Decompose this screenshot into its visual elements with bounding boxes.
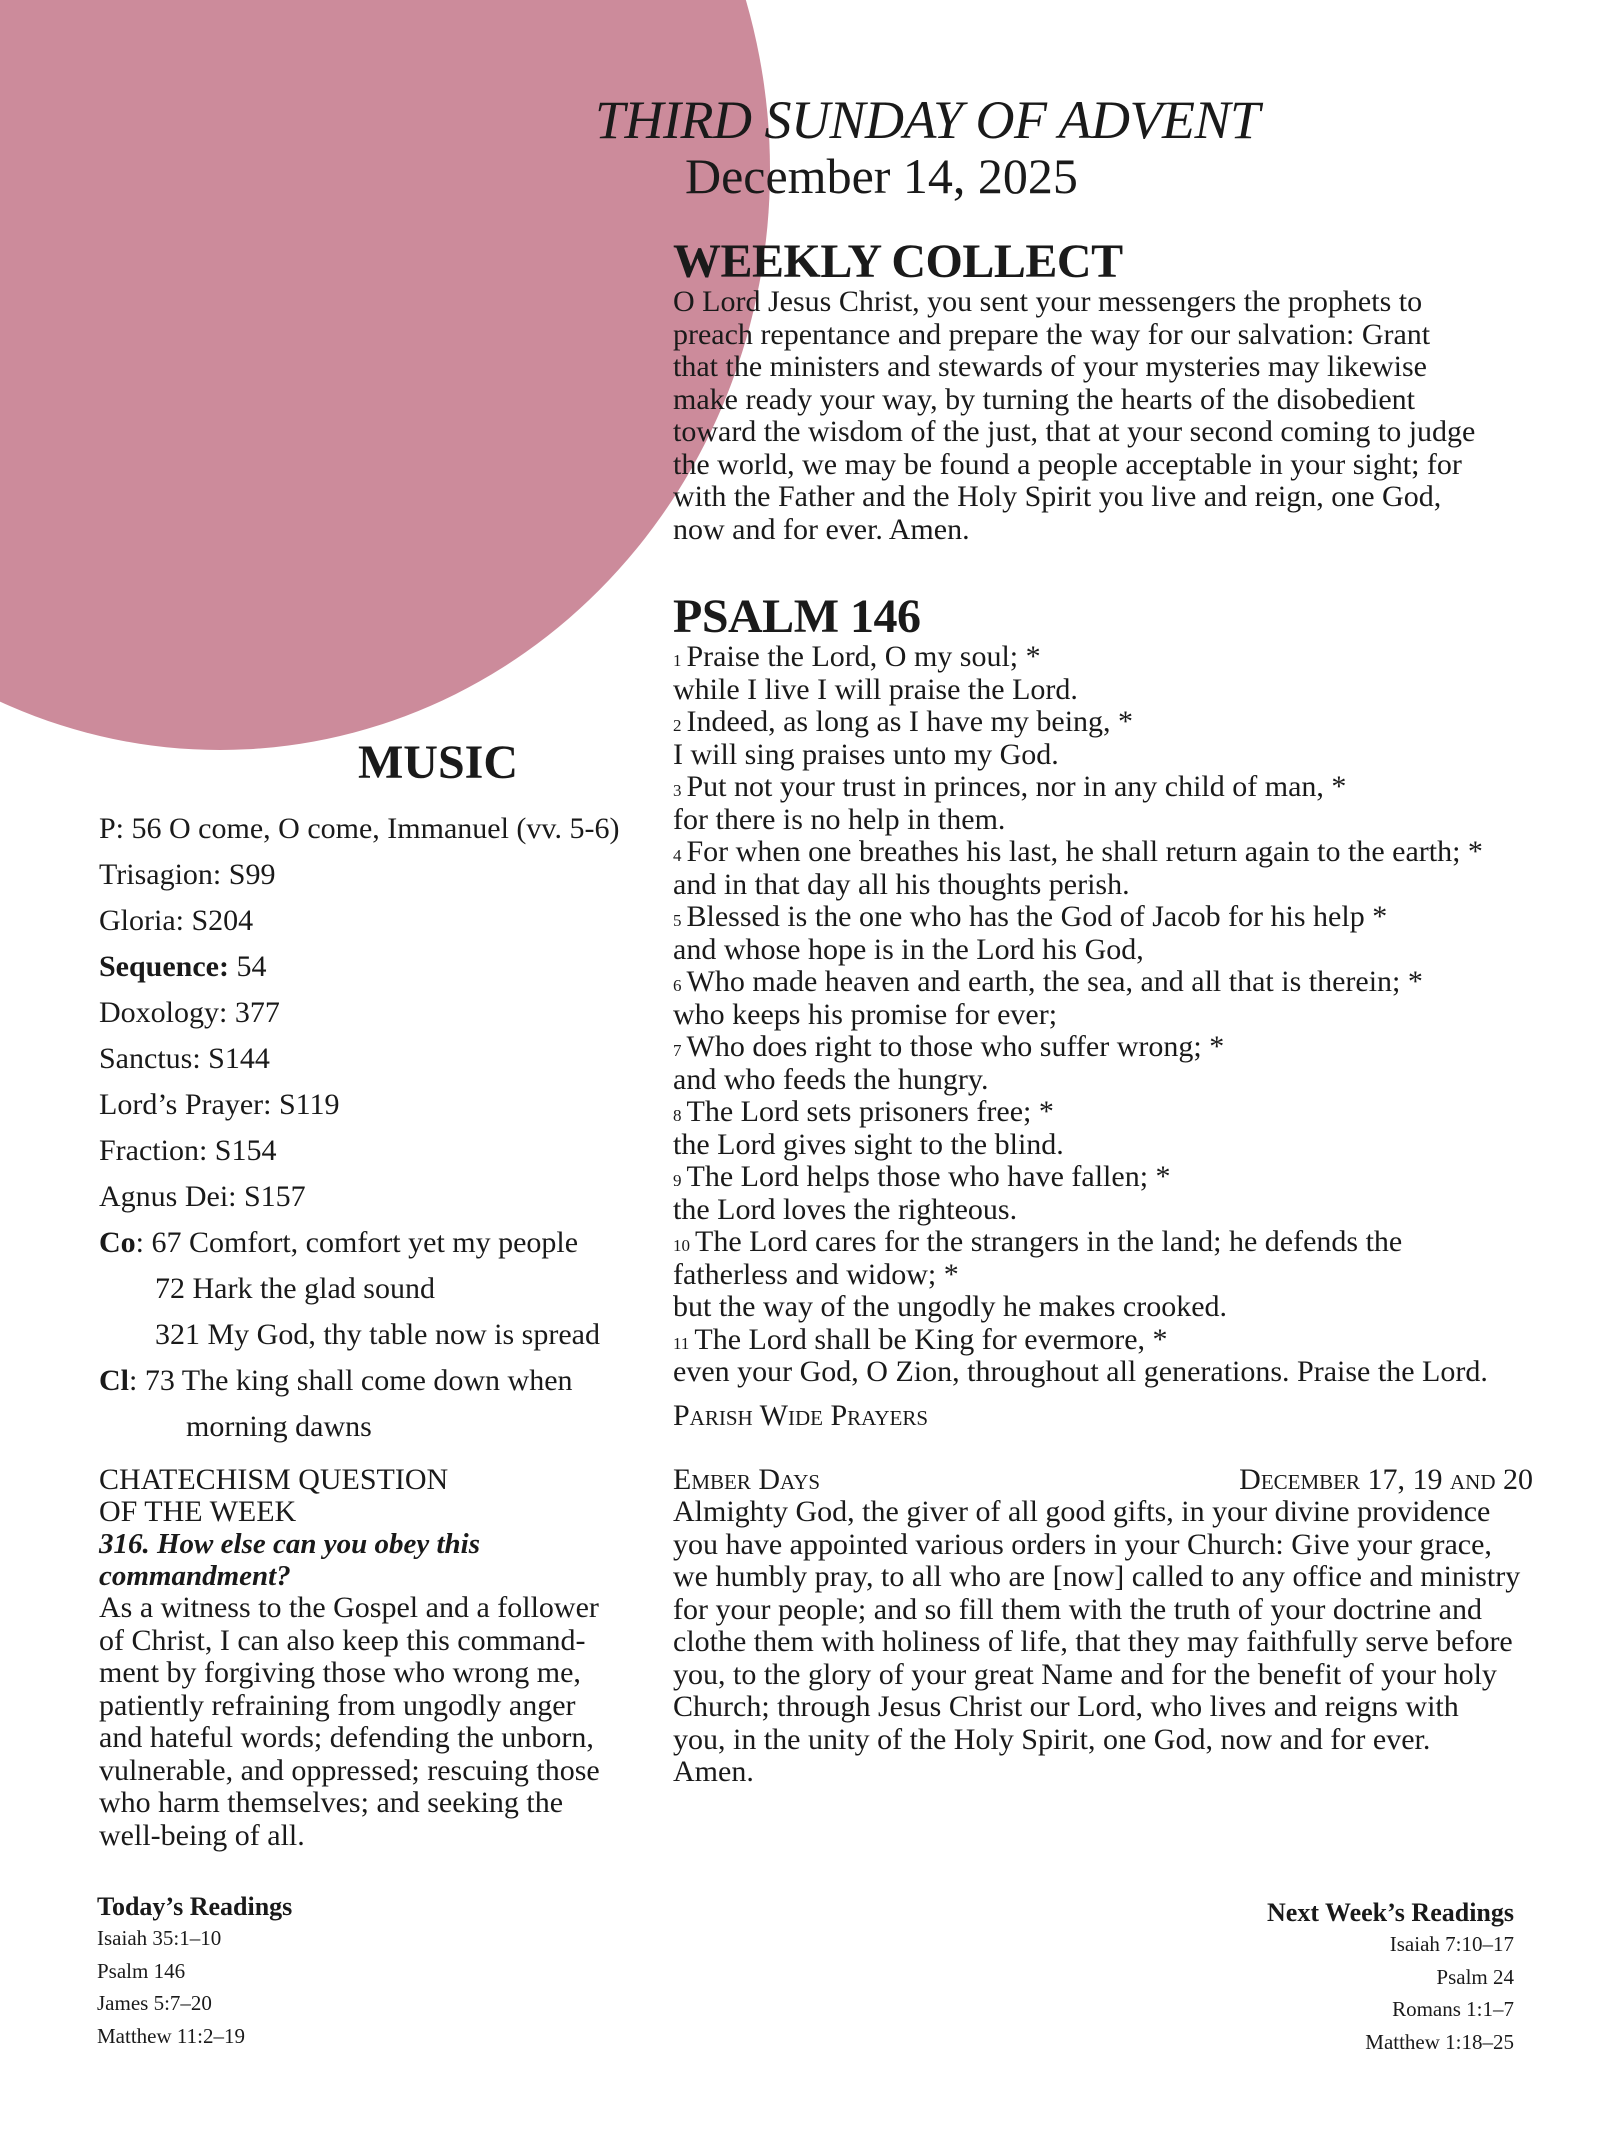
answer-line: of Christ, I can also keep this command-: [99, 1623, 586, 1657]
answer-line: As a witness to the Gospel and a follower: [99, 1591, 599, 1624]
prayer-line: Almighty God, the giver of all good gifts, in your divine providence: [673, 1495, 1491, 1528]
music-item: 72 Hark the glad sound: [155, 1272, 435, 1305]
music-list: [99, 806, 659, 1450]
music-item-label: Cl: [99, 1364, 129, 1397]
answer-line: ment by forgiving those who wrong me,: [99, 1656, 581, 1689]
todays-readings-heading: Today’s Readings: [97, 1892, 293, 1921]
music-item: Fraction: S154: [99, 1134, 277, 1167]
catechism-title: CHATECHISM QUESTION OF THE WEEK: [99, 1463, 449, 1528]
music-item: morning dawns: [186, 1410, 372, 1443]
psalm-line: $^{10}$ The Lord cares for the strangers in the land; he defends the: [673, 1225, 1403, 1258]
collect-text: [673, 286, 1563, 546]
music-item: 321 My God, thy table now is spread: [155, 1318, 600, 1351]
verse-number: 9: [673, 1171, 682, 1190]
prayer-line: you have appointed various orders in your Church: Give your grace,: [673, 1527, 1492, 1561]
psalm-line: $^7$ Who does right to those who suffer wrong; *: [673, 1030, 1225, 1063]
collect-line: O Lord Jesus Christ, you sent your messengers the prophets to: [673, 285, 1423, 318]
ember-days-dates: December 17, 19 and 20: [1239, 1463, 1533, 1496]
collect-line: that the ministers and stewards of your mysteries may likewise: [673, 350, 1427, 383]
psalm-line: for there is no help in them.: [673, 802, 1006, 836]
next-week-readings: [1267, 1898, 1514, 2058]
prayer-line: you, in the unity of the Holy Spirit, one God, now and for ever.: [673, 1722, 1431, 1756]
answer-line: patiently refraining from ungodly anger: [99, 1688, 576, 1722]
music-item: Co: 67 Comfort, comfort yet my people: [99, 1226, 579, 1259]
psalm-line: but the way of the ungodly he makes crooked.: [673, 1290, 1228, 1323]
weekly-collect-section: [673, 235, 1563, 546]
collect-line: the world, we may be found a people acceptable in your sight; for: [673, 447, 1462, 481]
page-title: THIRD SUNDAY OF ADVENT: [595, 90, 1260, 150]
service-date: December 14, 2025: [685, 148, 1078, 204]
psalm-section: [673, 590, 1563, 1389]
music-item: Lord’s Prayer: S119: [99, 1088, 340, 1121]
collect-heading: WEEKLY COLLECT: [673, 235, 1123, 288]
answer-line: vulnerable, and oppressed; rescuing those: [99, 1753, 600, 1787]
reading-item: Psalm 24: [1436, 1964, 1514, 1989]
psalm-line: $^4$ For when one breathes his last, he shall return again to the earth; *: [673, 835, 1483, 868]
verse-number: 2: [673, 716, 682, 735]
ember-days-header: [673, 1464, 1533, 1496]
psalm-line: $^1$ Praise the Lord, O my soul; *: [673, 640, 1041, 673]
music-item-label: Co: [99, 1226, 136, 1259]
psalm-line: and in that day all his thoughts perish.: [673, 867, 1130, 901]
verse-number: 7: [673, 1041, 682, 1060]
answer-line: and hateful words; defending the unborn,: [99, 1721, 594, 1754]
music-item: Cl: 73 The king shall come down when: [99, 1364, 573, 1397]
psalm-line: the Lord loves the righteous.: [673, 1192, 1018, 1226]
music-item: Doxology: 377: [99, 996, 280, 1029]
prayer-line: Church; through Jesus Christ our Lord, who lives and reigns with: [673, 1690, 1459, 1723]
reading-item: Isaiah 7:10–17: [1389, 1932, 1514, 1956]
reading-item: James 5:7–20: [97, 1991, 212, 2015]
collect-line: with the Father and the Holy Spirit you live and reign, one God,: [673, 480, 1442, 513]
music-item: Sequence: 54: [99, 950, 267, 983]
verse-number: 8: [673, 1106, 682, 1125]
verse-number: 1: [673, 651, 682, 670]
verse-number: 4: [673, 846, 682, 865]
reading-item: Matthew 11:2–19: [97, 2023, 245, 2048]
answer-line: who harm themselves; and seeking the: [99, 1786, 564, 1819]
psalm-line: even your God, O Zion, throughout all generations. Praise the Lord.: [673, 1355, 1488, 1388]
verse-number: 3: [673, 781, 682, 800]
prayer-line: for your people; and so fill them with the truth of your doctrine and: [673, 1592, 1482, 1626]
prayer-line: clothe them with holiness of life, that they may faithfully serve before: [673, 1625, 1513, 1658]
music-item: P: 56 O come, O come, Immanuel (vv. 5-6): [99, 812, 620, 845]
verse-number: 11: [673, 1333, 690, 1353]
music-item: Sanctus: S144: [99, 1042, 270, 1075]
music-item-label: Sequence:: [99, 950, 229, 983]
psalm-line: $^{11}$ The Lord shall be King for evermore, *: [673, 1322, 1168, 1356]
ember-days-title: Ember Days: [673, 1463, 821, 1496]
music-heading: MUSIC: [358, 736, 519, 789]
psalm-line: fatherless and widow; *: [673, 1257, 959, 1291]
next-readings-heading: Next Week’s Readings: [1267, 1898, 1514, 1927]
reading-item: Psalm 146: [97, 1958, 186, 1983]
psalm-line: $^6$ Who made heaven and earth, the sea, and all that is therein; *: [673, 965, 1423, 998]
verse-number: 6: [673, 976, 682, 995]
reading-item: Isaiah 35:1–10: [97, 1926, 222, 1950]
psalm-line: $^3$ Put not your trust in princes, nor in any child of man, *: [673, 770, 1347, 803]
answer-line: well-being of all.: [99, 1818, 305, 1852]
music-item: Gloria: S204: [99, 904, 254, 937]
prayer-line: you, to the glory of your great Name and for the benefit of your holy: [673, 1657, 1497, 1691]
psalm-line: and whose hope is in the Lord his God,: [673, 932, 1144, 966]
collect-line: make ready your way, by turning the hearts of the disobedient: [673, 382, 1416, 416]
verse-number: 5: [673, 911, 682, 930]
psalm-line: I will sing praises unto my God.: [673, 737, 1059, 771]
parish-prayers-heading: Parish Wide Prayers: [673, 1399, 929, 1432]
psalm-line: the Lord gives sight to the blind.: [673, 1127, 1064, 1161]
todays-readings: [97, 1892, 292, 2052]
psalm-line: $^5$ Blessed is the one who has the God of Jacob for his help *: [673, 900, 1388, 933]
psalm-line: while I live I will praise the Lord.: [673, 672, 1078, 706]
music-item: Trisagion: S99: [99, 858, 276, 891]
reading-item: Matthew 1:18–25: [1365, 2029, 1514, 2054]
psalm-line: $^8$ The Lord sets prisoners free; *: [673, 1095, 1054, 1128]
ember-days-section: [673, 1464, 1563, 1789]
psalm-heading: PSALM 146: [673, 590, 921, 643]
psalm-text: [673, 641, 1563, 1389]
catechism-section: [99, 1464, 659, 1852]
collect-line: preach repentance and prepare the way for our salvation: Grant: [673, 317, 1431, 351]
psalm-line: $^9$ The Lord helps those who have fallen; *: [673, 1160, 1171, 1193]
psalm-line: and who feeds the hungry.: [673, 1062, 989, 1096]
collect-line: now and for ever. Amen.: [673, 512, 970, 546]
prayer-line: we humbly pray, to all who are [now] called to any office and ministry: [673, 1560, 1521, 1593]
catechism-answer: [99, 1592, 659, 1852]
catechism-question: 316. How else can you obey this commandment?: [99, 1528, 481, 1592]
psalm-line: $^2$ Indeed, as long as I have my being, *: [673, 705, 1134, 738]
prayer-line: Amen.: [673, 1755, 754, 1788]
reading-item: Romans 1:1–7: [1392, 1997, 1514, 2021]
collect-line: toward the wisdom of the just, that at your second coming to judge: [673, 415, 1476, 448]
ember-prayer-text: [673, 1496, 1563, 1789]
psalm-line: who keeps his promise for ever;: [673, 997, 1058, 1031]
verse-number: 10: [673, 1236, 690, 1255]
music-item: Agnus Dei: S157: [99, 1180, 306, 1213]
